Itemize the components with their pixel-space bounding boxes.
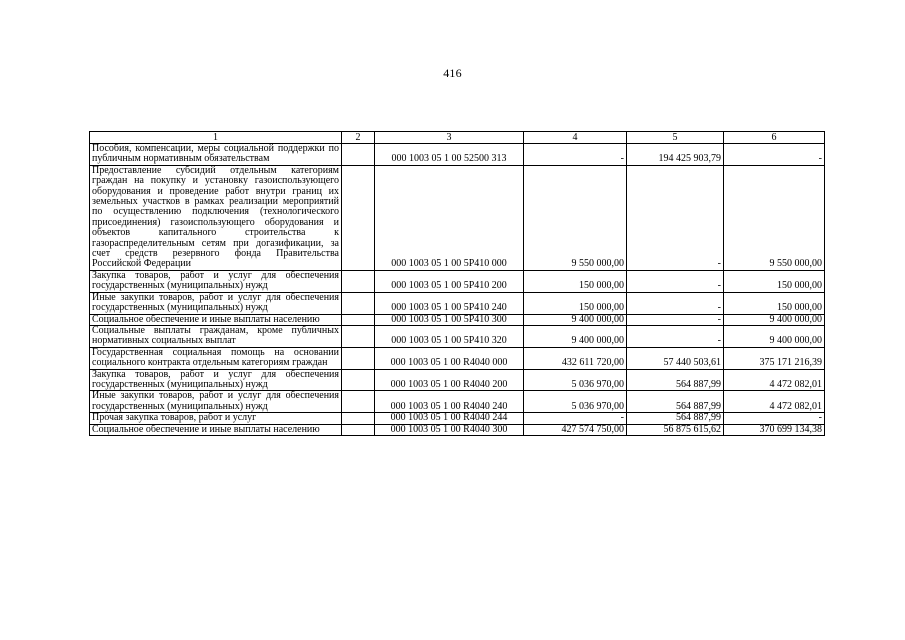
table-row bbox=[90, 314, 825, 325]
col-2-cell bbox=[342, 144, 375, 166]
col-2-cell bbox=[342, 292, 375, 314]
budget-code-cell: 000 1003 05 1 00 R4040 000 bbox=[375, 347, 524, 369]
header-col-5: 5 bbox=[627, 132, 724, 144]
budget-code-cell: 000 1003 05 1 00 5Р410 000 bbox=[375, 165, 524, 270]
budget-code-cell: 000 1003 05 1 00 R4040 244 bbox=[375, 413, 524, 424]
col-2-cell bbox=[342, 325, 375, 347]
col-2-cell bbox=[342, 424, 375, 435]
table-row bbox=[90, 165, 825, 270]
budget-code-cell: 000 1003 05 1 00 R4040 240 bbox=[375, 391, 524, 413]
table-row bbox=[90, 292, 825, 314]
col-5-amount-cell: 194 425 903,79 bbox=[627, 144, 724, 166]
col-2-cell bbox=[342, 369, 375, 391]
description-cell: Предоставление субсидий отдельным категориям граждан на покупку и установку газоиспользующего оборудования и проведение работ внутри границ их земельных участков в рамках реализации мероприятий по осуществлению подключения (технологического присоединения) газоиспользующего оборудования и объектов капитального строительства к газораспределительным сетям при догазификации, за счет средств резервного фонда Правительства Российской Федерации bbox=[90, 165, 342, 270]
col-6-amount-cell: 150 000,00 bbox=[724, 292, 825, 314]
col-5-amount-cell: - bbox=[627, 292, 724, 314]
table-row bbox=[90, 369, 825, 391]
col-4-amount-cell: 427 574 750,00 bbox=[524, 424, 627, 435]
description-cell: Социальное обеспечение и иные выплаты населению bbox=[90, 314, 342, 325]
table-row bbox=[90, 424, 825, 435]
table-row bbox=[90, 413, 825, 424]
col-6-amount-cell: 9 400 000,00 bbox=[724, 314, 825, 325]
table-row bbox=[90, 391, 825, 413]
col-4-amount-cell: 5 036 970,00 bbox=[524, 391, 627, 413]
budget-code-cell: 000 1003 05 1 00 52500 313 bbox=[375, 144, 524, 166]
col-5-amount-cell: - bbox=[627, 314, 724, 325]
col-2-cell bbox=[342, 413, 375, 424]
table-row bbox=[90, 347, 825, 369]
table-header-row bbox=[90, 132, 825, 144]
col-5-amount-cell: 564 887,99 bbox=[627, 369, 724, 391]
col-2-cell bbox=[342, 391, 375, 413]
page-number: 416 bbox=[443, 66, 462, 80]
col-6-amount-cell: 9 400 000,00 bbox=[724, 325, 825, 347]
col-2-cell bbox=[342, 347, 375, 369]
table-row bbox=[90, 270, 825, 292]
col-4-amount-cell: 432 611 720,00 bbox=[524, 347, 627, 369]
description-cell: Пособия, компенсации, меры социальной поддержки по публичным нормативным обязательствам bbox=[90, 144, 342, 166]
description-cell: Закупка товаров, работ и услуг для обеспечения государственных (муниципальных) нужд bbox=[90, 270, 342, 292]
col-5-amount-cell: - bbox=[627, 270, 724, 292]
col-4-amount-cell: 150 000,00 bbox=[524, 270, 627, 292]
description-cell: Государственная социальная помощь на основании социального контракта отдельным категориям граждан bbox=[90, 347, 342, 369]
col-4-amount-cell: 9 400 000,00 bbox=[524, 314, 627, 325]
col-5-amount-cell: - bbox=[627, 325, 724, 347]
col-6-amount-cell: 370 699 134,38 bbox=[724, 424, 825, 435]
budget-code-cell: 000 1003 05 1 00 R4040 200 bbox=[375, 369, 524, 391]
col-4-amount-cell: 9 400 000,00 bbox=[524, 325, 627, 347]
col-6-amount-cell: - bbox=[724, 144, 825, 166]
budget-table bbox=[89, 131, 825, 436]
col-6-amount-cell: - bbox=[724, 413, 825, 424]
col-5-amount-cell: 57 440 503,61 bbox=[627, 347, 724, 369]
col-6-amount-cell: 150 000,00 bbox=[724, 270, 825, 292]
budget-code-cell: 000 1003 05 1 00 5Р410 320 bbox=[375, 325, 524, 347]
header-col-1: 1 bbox=[90, 132, 342, 144]
col-6-amount-cell: 4 472 082,01 bbox=[724, 369, 825, 391]
col-4-amount-cell: 5 036 970,00 bbox=[524, 369, 627, 391]
col-5-amount-cell: 564 887,99 bbox=[627, 391, 724, 413]
col-6-amount-cell: 9 550 000,00 bbox=[724, 165, 825, 270]
budget-code-cell: 000 1003 05 1 00 5Р410 300 bbox=[375, 314, 524, 325]
header-col-4: 4 bbox=[524, 132, 627, 144]
budget-code-cell: 000 1003 05 1 00 5Р410 240 bbox=[375, 292, 524, 314]
description-cell: Социальные выплаты гражданам, кроме публичных нормативных социальных выплат bbox=[90, 325, 342, 347]
col-4-amount-cell: 150 000,00 bbox=[524, 292, 627, 314]
description-cell: Закупка товаров, работ и услуг для обеспечения государственных (муниципальных) нужд bbox=[90, 369, 342, 391]
description-cell: Иные закупки товаров, работ и услуг для обеспечения государственных (муниципальных) нужд bbox=[90, 391, 342, 413]
col-5-amount-cell: - bbox=[627, 165, 724, 270]
col-6-amount-cell: 375 171 216,39 bbox=[724, 347, 825, 369]
col-5-amount-cell: 56 875 615,62 bbox=[627, 424, 724, 435]
budget-code-cell: 000 1003 05 1 00 5Р410 200 bbox=[375, 270, 524, 292]
col-5-amount-cell: 564 887,99 bbox=[627, 413, 724, 424]
header-col-2: 2 bbox=[342, 132, 375, 144]
col-2-cell bbox=[342, 165, 375, 270]
table-row bbox=[90, 325, 825, 347]
table-body bbox=[90, 144, 825, 436]
col-2-cell bbox=[342, 314, 375, 325]
col-4-amount-cell: - bbox=[524, 413, 627, 424]
header-col-6: 6 bbox=[724, 132, 825, 144]
col-4-amount-cell: - bbox=[524, 144, 627, 166]
description-cell: Социальное обеспечение и иные выплаты населению bbox=[90, 424, 342, 435]
budget-code-cell: 000 1003 05 1 00 R4040 300 bbox=[375, 424, 524, 435]
col-6-amount-cell: 4 472 082,01 bbox=[724, 391, 825, 413]
col-4-amount-cell: 9 550 000,00 bbox=[524, 165, 627, 270]
table-row bbox=[90, 144, 825, 166]
description-cell: Иные закупки товаров, работ и услуг для обеспечения государственных (муниципальных) нужд bbox=[90, 292, 342, 314]
header-col-3: 3 bbox=[375, 132, 524, 144]
col-2-cell bbox=[342, 270, 375, 292]
description-cell: Прочая закупка товаров, работ и услуг bbox=[90, 413, 342, 424]
